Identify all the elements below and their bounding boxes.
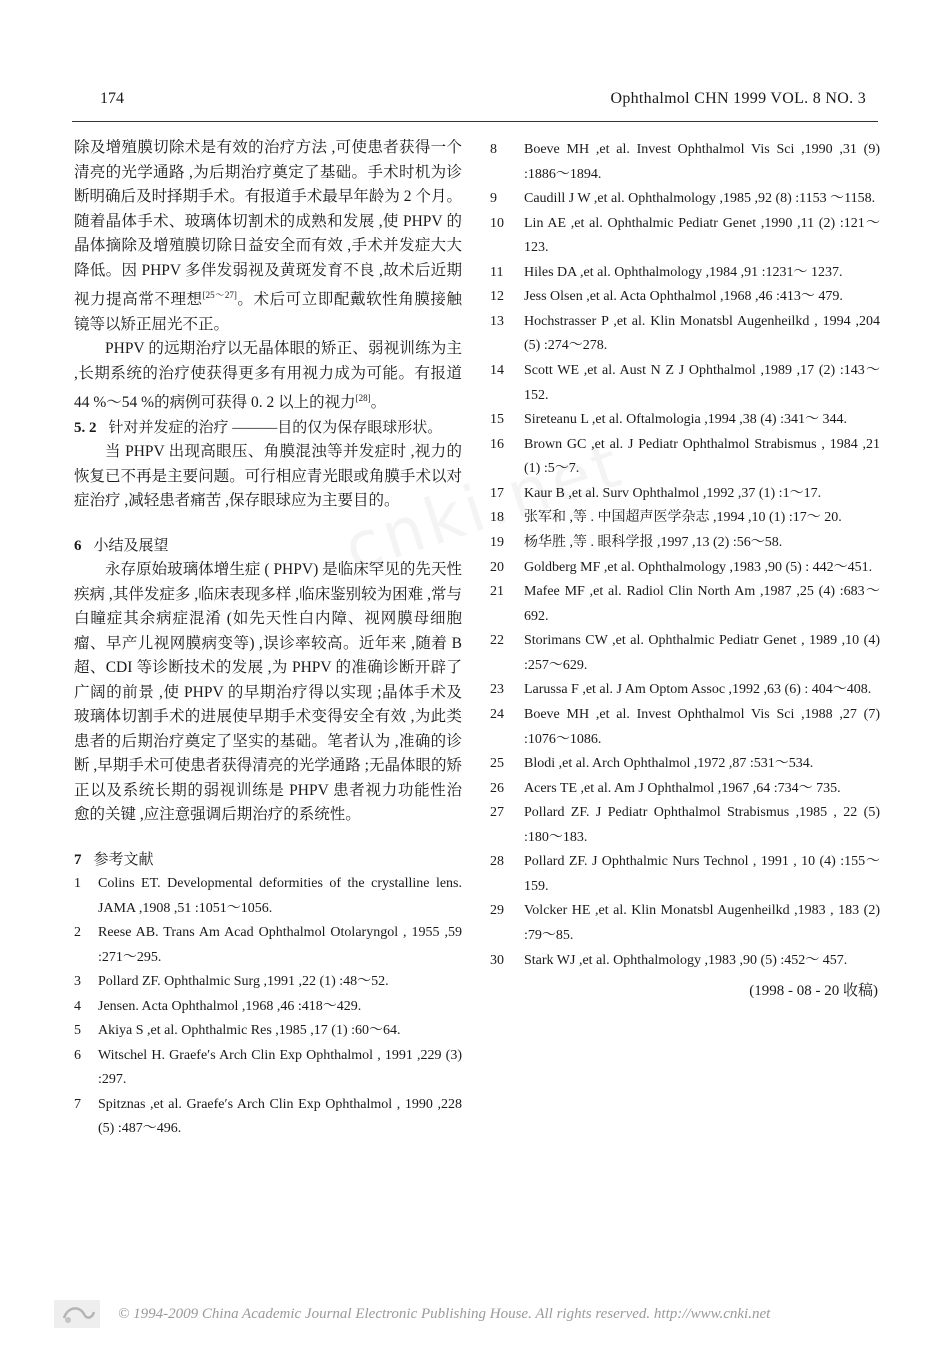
paragraph-long-term-treatment: PHPV 的远期治疗以无晶体眼的矫正、弱视训练为主 ,长期系统的治疗使获得更多有用视力成为可能。有报道 44 %～54 %的病例可获得 0. 2 以上的视力[28]。: [74, 340, 462, 411]
paragraph-surgery: 除及增殖膜切除术是有效的治疗方法 ,可使患者获得一个清亮的光学通路 ,为后期治疗奠定了基础。手术时机为诊断明确后及时择期手术。有报道手术最早年龄为 2 个月。随着晶体手术、玻璃体切割术的成熟和发展 ,使 PHPV 的晶体摘除及增殖膜切除日益安全而有效 ,手术并发症大大降低。因 PHPV 多伴发弱视及黄斑发育不良 ,故术后近期视力提高常不理想[25～27]。术后可立即配戴软性角膜接触镜等以矫正屈光不正。: [74, 139, 462, 333]
reference-item: 4 Jensen. Acta Ophthalmol ,1968 ,46 :418～429.: [74, 998, 362, 1014]
reference-item: 26 Acers TE ,et al. Am J Ophthalmol ,1967 ,64 :734～ 735.: [490, 780, 841, 796]
reference-item: 11 Hiles DA ,et al. Ophthalmology ,1984 ,91 :1231～ 1237.: [490, 264, 843, 280]
cnki-logo-icon: [54, 1300, 100, 1328]
section-heading-6: 6 小结及展望: [74, 537, 169, 554]
reference-item: 8 Boeve MH ,et al. Invest Ophthalmol Vis Sci ,1990 ,31 (9) :1886～1894.: [490, 142, 880, 182]
journal-info: Ophthalmol CHN 1999 VOL. 8 NO. 3: [610, 90, 866, 107]
section-heading-7: 7 参考文献: [74, 851, 154, 868]
paragraph-summary: 永存原始玻璃体增生症 ( PHPV) 是临床罕见的先天性疾病 ,其伴发症多 ,临床表现多样 ,临床鉴别较为困难 ,常与白瞳症其余病症混淆 (如先天性白内障、视网膜母细胞瘤、早产儿视网膜病变等) ,误诊率较高。近年来 ,随着 B 超、CDI 等诊断技术的发展 ,为 PHPV 的准确诊断开辟了广阔的前景 ,使 PHPV 的早期治疗得以实现 ;晶体手术及玻璃体切割手术的进展使早期手术变得安全有效 ,为此类患者的后期治疗奠定了坚实的基础。笔者认为 ,准确的诊断 ,早期手术可使患者获得清亮的光学通路 ;无晶体眼的矫正以及系统长期的弱视训练是 PHPV 患者视力功能性治愈的关键 ,应注意强调后期治疗的系统性。: [74, 561, 462, 823]
page-header: [72, 90, 878, 120]
left-column: [74, 136, 462, 1142]
reference-item: 10 Lin AE ,et al. Ophthalmic Pediatr Genet ,1990 ,11 (2) :121～123.: [490, 215, 880, 256]
reference-item: 5 Akiya S ,et al. Ophthalmic Res ,1985 ,17 (1) :60～64.: [74, 1023, 401, 1038]
reference-list-right: [490, 138, 880, 973]
reference-item: 12 Jess Olsen ,et al. Acta Ophthalmol ,1968 ,46 :413～ 479.: [490, 289, 843, 305]
citation-superscript: [25～27]: [202, 290, 237, 300]
page-footer: [54, 1300, 896, 1330]
reference-item: 16 Brown GC ,et al. J Pediatr Ophthalmol Strabismus , 1984 ,21 (1) :5～7.: [490, 436, 880, 477]
reference-item: 1 Colins ET. Developmental deformities of the crystalline lens. JAMA ,1908 ,51 :1051～1056.: [74, 876, 462, 916]
reference-item: 7 Spitznas ,et al. Graefe′s Arch Clin Exp Ophthalmol , 1990 ,228 (5) :487～496.: [74, 1096, 462, 1136]
reference-item: 9 Caudill J W ,et al. Ophthalmology ,1985 ,92 (8) :1153 ～1158.: [490, 191, 876, 207]
received-date: (1998 - 08 - 20 收稿): [749, 983, 878, 1000]
citation-superscript: [28]: [355, 393, 371, 403]
section-heading-5-2: 5. 2 针对并发症的治疗 ———目的仅为保存眼球形状。: [74, 419, 443, 436]
reference-item: 27 Pollard ZF. J Pediatr Ophthalmol Strabismus ,1985 , 22 (5) :180～183.: [490, 805, 880, 845]
reference-item: 17 Kaur B ,et al. Surv Ophthalmol ,1992 ,37 (1) :1～17.: [490, 485, 822, 501]
reference-item: 13 Hochstrasser P ,et al. Klin Monatsbl Augenheilkd , 1994 ,204 (5) :274～278.: [490, 313, 880, 354]
reference-item: 22 Storimans CW ,et al. Ophthalmic Pediatr Genet , 1989 ,10 (4) :257～629.: [490, 633, 880, 673]
reference-item: 28 Pollard ZF. J Ophthalmic Nurs Technol , 1991 , 10 (4) :155～159.: [490, 854, 880, 894]
reference-item: 18 张军和 ,等 . 中国超声医学杂志 ,1994 ,10 (1) :17～ 20.: [490, 510, 842, 526]
reference-item: 14 Scott WE ,et al. Aust N Z J Ophthalmol ,1989 ,17 (2) :143～152.: [490, 363, 880, 403]
right-column: [490, 138, 880, 1000]
paragraph-complications: 当 PHPV 出现高眼压、角膜混浊等并发症时 ,视力的恢复已不再是主要问题。可行相应青光眼或角膜手术以对症治疗 ,减轻患者痛苦 ,保存眼球应为主要目的。: [74, 443, 462, 509]
reference-item: 15 Sireteanu L ,et al. Oftalmologia ,1994 ,38 (4) :341～ 344.: [490, 412, 847, 428]
reference-item: 6 Witschel H. Graefe′s Arch Clin Exp Ophthalmol , 1991 ,229 (3) :297.: [74, 1047, 462, 1087]
page-number: 174: [100, 90, 124, 107]
reference-item: 24 Boeve MH ,et al. Invest Ophthalmol Vis Sci ,1988 ,27 (7) :1076～1086.: [490, 707, 880, 747]
reference-item: 29 Volcker HE ,et al. Klin Monatsbl Augenheilkd ,1983 , 183 (2) :79～85.: [490, 903, 880, 943]
reference-item: 3 Pollard ZF. Ophthalmic Surg ,1991 ,22 (1) :48～52.: [74, 974, 389, 989]
reference-item: 25 Blodi ,et al. Arch Ophthalmol ,1972 ,87 :531～534.: [490, 756, 814, 772]
reference-item: 20 Goldberg MF ,et al. Ophthalmology ,1983 ,90 (5) : 442～451.: [490, 559, 873, 575]
reference-item: 2 Reese AB. Trans Am Acad Ophthalmol Otolaryngol , 1955 ,59 :271～295.: [74, 925, 462, 965]
header-rule: [72, 121, 878, 122]
reference-item: 30 Stark WJ ,et al. Ophthalmology ,1983 ,90 (5) :452～ 457.: [490, 952, 848, 968]
reference-item: 19 杨华胜 ,等 . 眼科学报 ,1997 ,13 (2) :56～58.: [490, 535, 783, 551]
reference-item: 23 Larussa F ,et al. J Am Optom Assoc ,1992 ,63 (6) : 404～408.: [490, 682, 872, 698]
copyright-notice: © 1994-2009 China Academic Journal Electronic Publishing House. All rights reserved. http://www.cnki.net: [118, 1306, 771, 1322]
reference-item: 21 Mafee MF ,et al. Radiol Clin North Am ,1987 ,25 (4) :683～692.: [490, 584, 880, 624]
reference-list-left: [74, 872, 462, 1142]
